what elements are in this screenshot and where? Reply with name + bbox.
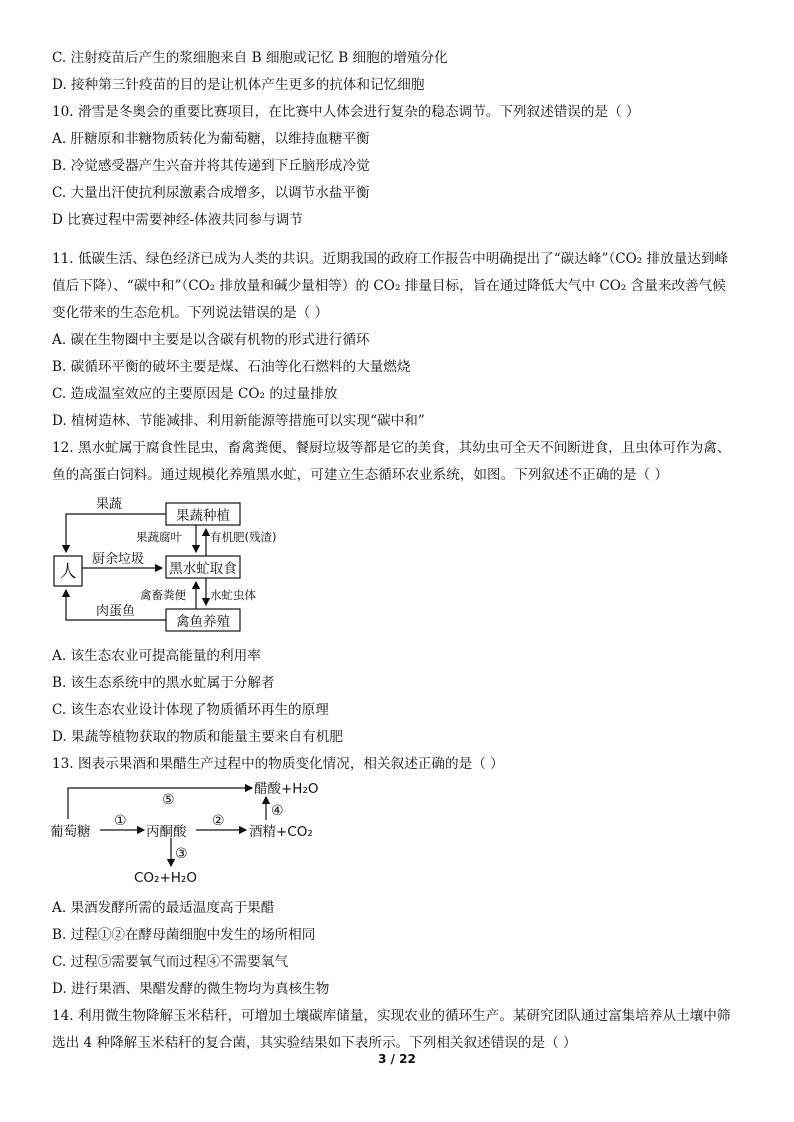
fermentation-diagram bbox=[50, 778, 330, 890]
option-10d: D 比赛过程中需要神经-体液共同参与调节 bbox=[52, 212, 303, 228]
option-12b: B. 该生态系统中的黑水虻属于分解者 bbox=[52, 675, 275, 691]
option-12c: C. 该生态农业设计体现了物质循环再生的原理 bbox=[52, 702, 329, 718]
option-10b: B. 冷觉感受器产生兴奋并将其传递到下丘脑形成冷觉 bbox=[52, 158, 370, 174]
larvae-label: 水虻虫体 bbox=[210, 588, 256, 602]
manure-label: 禽畜粪便 bbox=[140, 588, 186, 602]
question-13-stem: 13. 图表示果酒和果醋生产过程中的物质变化情况，相关叙述正确的是（ ） bbox=[52, 756, 504, 772]
option-9c: C. 注射疫苗后产生的浆细胞来自 B 细胞或记忆 B 细胞的增殖分化 bbox=[52, 50, 448, 66]
question-12-stem-line1: 12. 黑水虻属于腐食性昆虫，畜禽粪便、餐厨垃圾等都是它的美食，其幼虫可全天不间断进食，且虫体可作为禽、 bbox=[52, 440, 731, 456]
page-number: 3 / 22 bbox=[378, 1052, 416, 1066]
question-11-stem-line2: 值后下降）、“碳中和”（CO₂ 排放量和碱少量相等）的 CO₂ 排量目标，旨在通过降低大气中 CO₂ 含量来改善气候 bbox=[52, 278, 726, 294]
step1-label: ① bbox=[114, 813, 127, 829]
step2-label: ② bbox=[212, 813, 225, 829]
question-11-stem-line1: 11. 低碳生活、绿色经济已成为人类的共识。近期我国的政府工作报告中明确提出了“碳达峰”（CO₂ 排放量达到峰 bbox=[52, 251, 729, 267]
kitchen-waste-label: 厨余垃圾 bbox=[92, 552, 145, 567]
person-label: 人 bbox=[59, 562, 77, 582]
option-11b: B. 碳循环平衡的破坏主要是煤、石油等化石燃料的大量燃烧 bbox=[52, 359, 411, 375]
step4-label: ④ bbox=[271, 803, 284, 819]
poultry-fish-label: 禽鱼养殖 bbox=[176, 614, 230, 630]
co2-water-label: CO₂+H₂O bbox=[134, 870, 197, 886]
question-14-stem-line1: 14. 利用微生物降解玉米秸秆，可增加土壤碳库储量，实现农业的循环生产。某研究团队通过富集培养从土壤中筛 bbox=[52, 1008, 731, 1024]
option-13a: A. 果酒发酵所需的最适温度高于果醋 bbox=[52, 900, 275, 916]
organic-fertilizer-label: 有机肥(残渣) bbox=[210, 530, 277, 544]
fruit-veg-label: 果蔬 bbox=[96, 497, 123, 512]
question-14-stem-line2: 选出 4 种降解玉米秸秆的复合菌，其实验结果如下表所示。下列相关叙述错误的是（ ） bbox=[52, 1035, 577, 1051]
question-12-stem-line2: 鱼的高蛋白饲料。通过规模化养殖黑水虻，可建立生态循环农业系统，如图。下列叙述不正确的是（ ） bbox=[52, 467, 669, 483]
glucose-label: 葡萄糖 bbox=[50, 824, 91, 840]
option-10c: C. 大量出汗使抗利尿激素合成增多，以调节水盐平衡 bbox=[52, 185, 370, 201]
option-11a: A. 碳在生物圈中主要是以含碳有机物的形式进行循环 bbox=[52, 332, 370, 348]
question-10-stem: 10. 滑雪是冬奥会的重要比赛项目，在比赛中人体会进行复杂的稳态调节。下列叙述错误的是（ ） bbox=[52, 104, 640, 120]
step3-label: ③ bbox=[175, 846, 188, 862]
option-11d: D. 植树造林、节能减排、利用新能源等措施可以实现“碳中和” bbox=[52, 413, 425, 429]
option-13c: C. 过程⑤需要氧气而过程④不需要氧气 bbox=[52, 954, 289, 970]
acetic-water-label: 醋酸+H₂O bbox=[254, 781, 319, 797]
ethanol-co2-label: 酒精+CO₂ bbox=[249, 824, 313, 840]
meat-egg-fish-label: 肉蛋鱼 bbox=[96, 604, 136, 619]
question-11-stem-line3: 变化带来的生态危机。下列说法错误的是（ ） bbox=[52, 305, 329, 321]
option-10a: A. 肝糖原和非糖物质转化为葡萄糖，以维持血糖平衡 bbox=[52, 131, 370, 147]
fruit-planting-label: 果蔬种植 bbox=[176, 508, 230, 524]
option-13b: B. 过程①②在酵母菌细胞中发生的场所相同 bbox=[52, 927, 316, 943]
step5-label: ⑤ bbox=[162, 792, 175, 808]
option-12a: A. 该生态农业可提高能量的利用率 bbox=[52, 648, 261, 664]
option-9d: D. 接种第三针疫苗的目的是让机体产生更多的抗体和记忆细胞 bbox=[52, 77, 425, 93]
eco-cycle-diagram bbox=[52, 494, 277, 636]
bsf-feeding-label: 黑水虻取食 bbox=[169, 561, 237, 577]
option-12d: D. 果蔬等植物获取的物质和能量主要来自有机肥 bbox=[52, 729, 343, 745]
rotten-leaves-label: 果蔬腐叶 bbox=[136, 530, 182, 544]
pyruvate-label: 丙酮酸 bbox=[146, 824, 187, 840]
option-13d: D. 进行果酒、果醋发酵的微生物均为真核生物 bbox=[52, 981, 330, 997]
option-11c: C. 造成温室效应的主要原因是 CO₂ 的过量排放 bbox=[52, 386, 338, 402]
